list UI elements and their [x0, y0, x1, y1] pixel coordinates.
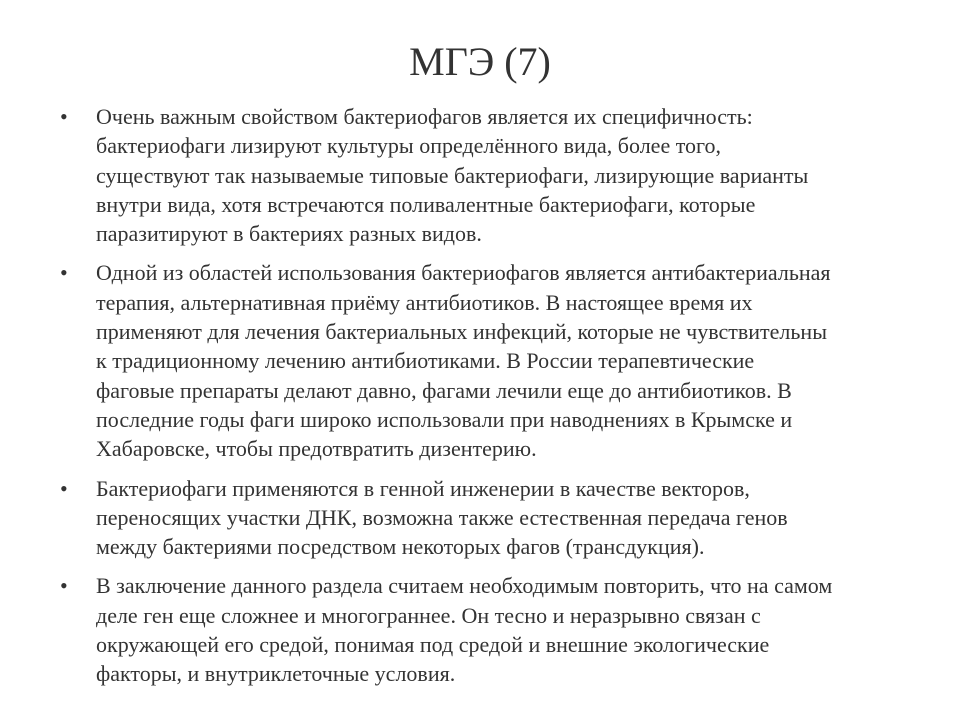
bullet-text-line: фаговые препараты делают давно, фагами лечили еще до антибиотиков. В	[96, 377, 792, 403]
bullet-item-4	[60, 571, 910, 688]
bullet-text-line: Бактериофаги применяются в генной инженерии в качестве векторов,	[96, 475, 750, 501]
bullet-icon: •	[60, 104, 68, 129]
bullet-text-line: окружающей его средой, понимая под средой и внешние экологические	[96, 632, 770, 658]
bullet-text-line: бактериофаги лизируют культуры определённого вида, более того,	[96, 133, 722, 159]
bullet-icon: •	[60, 260, 68, 286]
bullet-text-line: Хабаровске, чтобы предотвратить дизентерию.	[96, 436, 537, 462]
bullet-text-line: В заключение данного раздела считаем необходимым повторить, что на самом	[96, 573, 833, 599]
bullet-text-line: последние годы фаги широко использовали при наводнениях в Крымске и	[96, 406, 793, 432]
bullet-icon: •	[60, 573, 68, 599]
bullet-text-line: существуют так называемые типовые бактериофаги, лизирующие варианты	[96, 162, 809, 188]
bullet-text-line: паразитируют в бактериях разных видов.	[96, 221, 482, 247]
bullet-text-line: Одной из областей использования бактериофагов является антибактериальная	[96, 260, 831, 286]
bullet-text-line: терапия, альтернативная приёму антибиотиков. В настоящее время их	[96, 289, 753, 315]
bullet-text-line: деле ген еще сложнее и многограннее. Он тесно и неразрывно связан с	[96, 602, 761, 628]
bullet-text-line: Очень важным свойством бактериофагов является их специфичность:	[96, 104, 753, 129]
bullet-item-1	[60, 102, 910, 248]
bullet-item-2	[60, 258, 910, 463]
bullet-icon: •	[60, 475, 68, 501]
bullet-text-line: к традиционному лечению антибиотиками. В России терапевтические	[96, 348, 755, 374]
bullet-text-line: между бактериями посредством некоторых фагов (трансдукция).	[96, 534, 705, 560]
bullet-text-line: внутри вида, хотя встречаются поливалентные бактериофаги, которые	[96, 191, 756, 217]
bullet-item-3	[60, 474, 910, 562]
bullet-list	[60, 102, 910, 699]
bullet-text-line: факторы, и внутриклеточные условия.	[96, 661, 456, 687]
slide-title: МГЭ (7)	[409, 39, 551, 84]
bullet-text-line: применяют для лечения бактериальных инфекций, которые не чувствительны	[96, 319, 827, 345]
bullet-text-line: переносящих участки ДНК, возможна также естественная передача генов	[96, 504, 788, 530]
